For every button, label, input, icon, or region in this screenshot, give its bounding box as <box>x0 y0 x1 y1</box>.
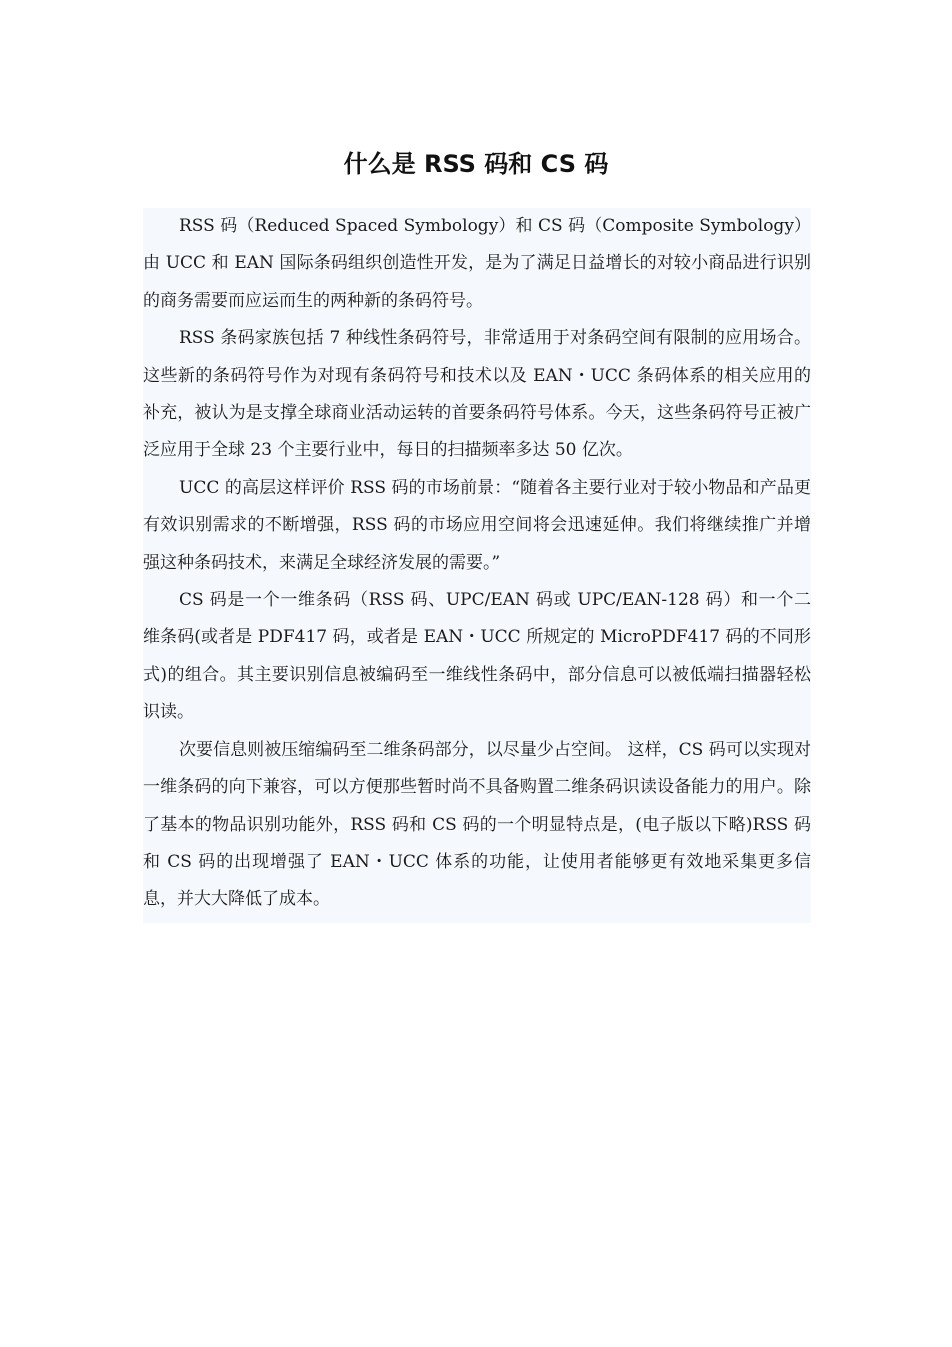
paragraph-5: 次要信息则被压缩编码至二维条码部分，以尽量少占空间。 这样，CS 码可以实现对一维条码的向下兼容，可以方便那些暂时尚不具备购置二维条码识读设备能力的用户。除了基本的物品识别功能外，RSS 码和 CS 码的一个明显特点是，(电子版以下略)RSS 码和 CS 码的出现增强了 EAN・UCC 体系的功能，让使用者能够更有效地采集更多信息，并大大降低了成本。 <box>143 739 811 910</box>
paragraph-4: CS 码是一个一维条码（RSS 码、UPC/EAN 码或 UPC/EAN-128 码）和一个二维条码(或者是 PDF417 码，或者是 EAN・UCC 所规定的 MicroPDF417 码的不同形式)的组合。其主要识别信息被编码至一维线性条码中，部分信息可以被低端扫描器轻松识读。 <box>143 590 811 723</box>
page-title: 什么是 RSS 码和 CS 码 <box>343 150 609 178</box>
paragraph-1: RSS 码（Reduced Spaced Symbology）和 CS 码（Composite Symbology）由 UCC 和 EAN 国际条码组织创造性开发，是为了满足日益增长的对较小商品进行识别的商务需要而应运而生的两种新的条码符号。 <box>143 216 811 311</box>
paragraph-2: RSS 条码家族包括 7 种线性条码符号，非常适用于对条码空间有限制的应用场合。这些新的条码符号作为对现有条码符号和技术以及 EAN・UCC 条码体系的相关应用的补充，被认为是支撑全球商业活动运转的首要条码符号体系。今天，这些条码符号正被广泛应用于全球 23 个主要行业中，每日的扫描频率多达 50 亿次。 <box>143 328 811 461</box>
document-body <box>143 208 811 923</box>
paragraph-3: UCC 的高层这样评价 RSS 码的市场前景：“随着各主要行业对于较小物品和产品更有效识别需求的不断增强，RSS 码的市场应用空间将会迅速延伸。我们将继续推广并增强这种条码技术，来满足全球经济发展的需要。” <box>143 477 811 573</box>
